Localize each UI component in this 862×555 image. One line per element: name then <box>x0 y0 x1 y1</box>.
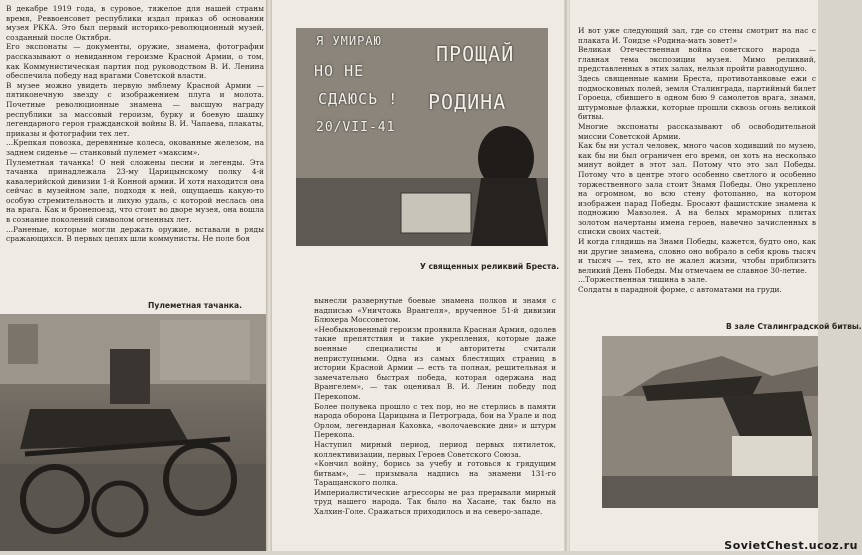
caption-brest: У священных реликвий Бреста. <box>420 262 560 271</box>
page-right <box>570 0 862 551</box>
caption-stalingrad: В зале Сталинградской битвы. <box>726 322 862 331</box>
stalingrad-photo <box>602 336 818 508</box>
graffiti-line-2: НО НЕ <box>314 62 365 80</box>
graffiti-line-6: 20/VII-41 <box>316 120 396 135</box>
page1-text: В декабре 1919 года, в суровое, тяжелое для нашей страны время, Реввоенсовет республики издал приказ об основании музея РККА. Это был первый историко-революционный музей, созданный после Октября. Его экспонаты — документы, оружие, знамена, фотографии рассказывают о невиданном героизме Красной Армии, о том, как Коммунистическая партия под руководством В. И. Ленина обеспечила победу над врагами Советской власти. В музее можно увидеть первую эмблему Красной Армии — пятиконечную звезду с изображением плуга и молота. Почетные революционные знамена — высшую награду республики за массовый героизм, бурку и боевую шашку легендарного героя гражданской войны В. И. Чапаева, плакаты, приказы и фотографии тех лет. ...Крепкая повозка, деревянные колеса, окованные железом, на заднем сиденье — станковый пулемет «максим». Пулеметная тачанка! О ней сложены песни и легенды. Эта тачанка принадлежала 23-му Царицынскому полку 4-й кавалерийской дивизии 1-й Конной армии. И хотя находится она сейчас в музейном зале, подходя к ней, ощущаешь какую-то особую стремительность и лихую удаль, с которой неслась она на врага. Как и бронепоезд, что стоит во дворе музея, она вошла в сознание поколений символом огненных лет. ...Раненые, которые могли держать оружие, вставали в ряды сражающихся. В первых цепях шли коммунисты. Не поле боя <box>6 4 264 244</box>
brest-photo <box>296 28 548 246</box>
graffiti-line-5: РОДИНА <box>428 90 507 114</box>
tachanka-photo <box>0 314 268 551</box>
watermark: SovietChest.ucoz.ru <box>724 539 858 552</box>
page2-text: вынесли развернутые боевые знамена полков и знамя с надписью «Уничтожь Врангеля», врученное 51-й дивизии Блюхера Моссоветом. «Необыкновенный героизм проявила Красная Армия, одолев такие препятствия и такие укрепления, которые даже военные специалисты и авторитеты считали неприступными. Одна из самых блестящих страниц в истории Красной Армии — есть та полная, решительная и замечательно быстрая победа, которая одержана над Врангелем», — так оценивал В. И. Ленин победу под Перекопом. Более полувека прошло с тех пор, но не стерлись в памяти народа оборона Царицына и Петрограда, бои на Урале и под Орлом, легендарная Каховка, «волочаевские дни» и штурм Перекопа. Наступил мирный период, период первых пятилеток, коллективизации, первых Героев Советского Союза. «Кончил войну, борись за учебу и готовься к грядущим битвам», — призывала надпись на знамени 131-го Таращанского полка. Империалистические агрессоры не раз прерывали мирный труд нашего народа. Так было на Хасане, так было на Халхин-Голе. Сражаться приходилось и на северо-западе. <box>314 296 556 517</box>
page3-text: И вот уже следующий зал, где со стены смотрит на нас с плаката И. Тоидзе «Родина-мать зовет!» Великая Отечественная война советского народа — главная тема экспозиции музея. Мимо реликвий, представленных в этих залах, нельзя пройти равнодушно. Здесь священные камни Бреста, противотанковые ежи с подмосковных полей, земля Сталинграда, партийный билет Гороеца, сбившего в одном бою 9 самолетов врага, знамя, штурмовые флажки, которые прошли сквозь огонь великой битвы. Многие экспонаты рассказывают об освободительной миссии Советской Армии. Как бы ни устал человек, много часов ходивший по музею, как бы ни был ограничен его время, он хоть на несколько минут войдет в этот зал. Потому что это зал Победы. Потому что в центре этого особенно светлого и особенно торжественного зала стоит Знамя Победы. Оно укреплено на огромном, во всю стену фотопанно, на котором изображен парад Победы. Бросают фашистские знамена к подножию Мавзолея. А на белых мраморных плитах золотом начертаны имена героев, навечно зачисленных в списки своих частей. И когда глядишь на Знамя Победы, кажется, будто оно, как ни другие знамена, словно оно вобрало в себя кровь тысяч и тысяч — тех, кто не жалел жизни, чтобы приблизить великий День Победы. Мы отмечаем ее славное 30-летие. ...Торжественная тишина в зале. Солдаты в парадной форме, с автоматами на груди. <box>578 26 816 295</box>
tank-image <box>602 336 818 508</box>
page-middle <box>272 0 564 551</box>
machine-gun-cart-image <box>0 314 268 551</box>
graffiti-line-1: Я УМИРАЮ <box>316 34 382 48</box>
graffiti-line-3: СДАЮСЬ ! <box>318 90 399 108</box>
graffiti-line-4: ПРОЩАЙ <box>436 42 515 66</box>
caption-tachanka: Пулеметная тачанка. <box>148 301 242 310</box>
page-left <box>0 0 268 551</box>
